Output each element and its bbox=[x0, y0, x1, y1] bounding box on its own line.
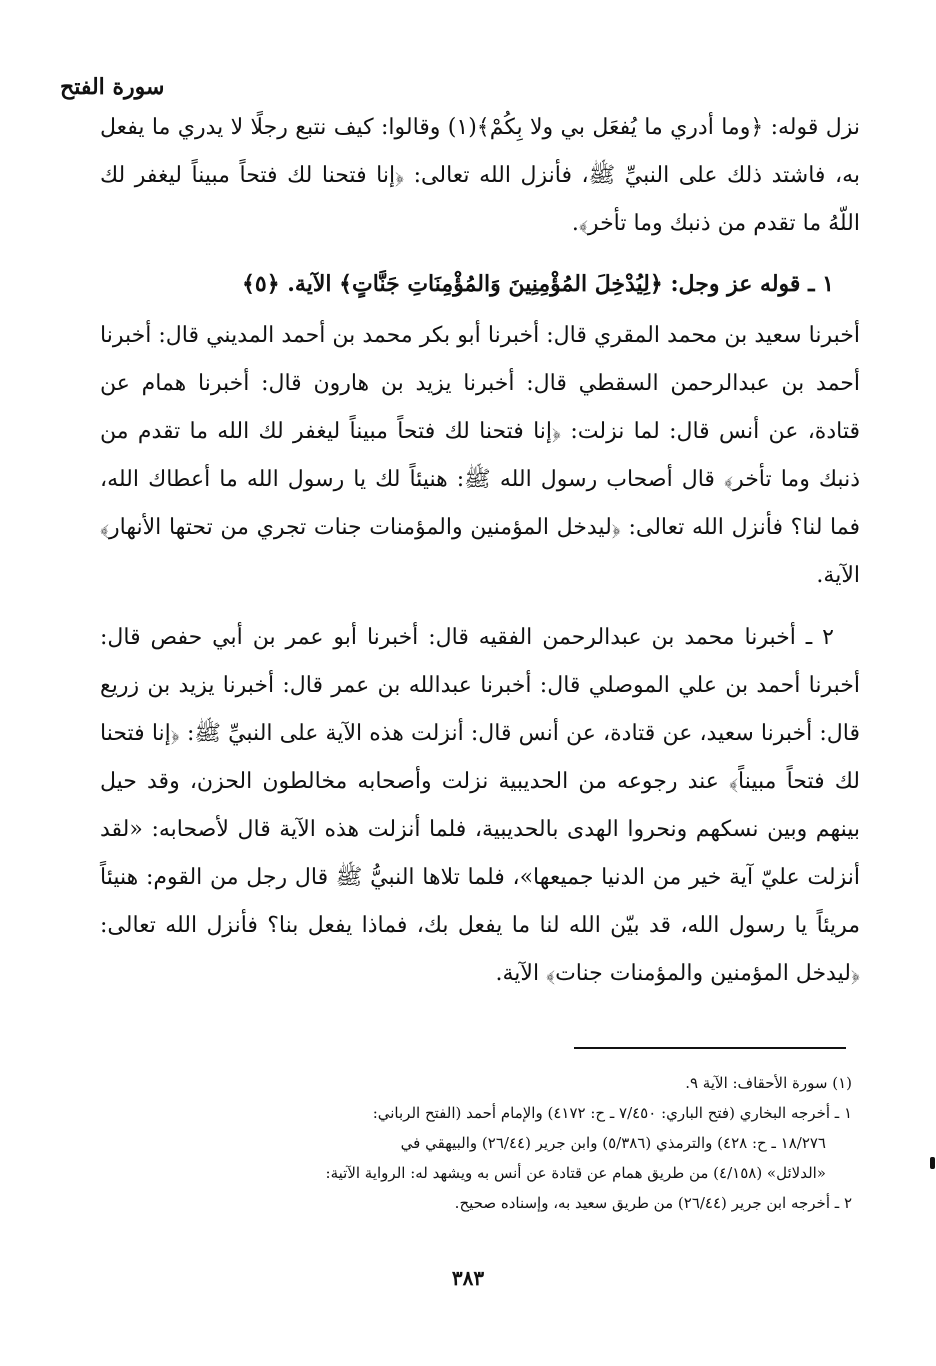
footnote-2-line-3: «الدلائل» (٤/١٥٨) من طريق همام عن قتادة عن أنس به ويشهد له: الرواية الآتية: bbox=[325, 1164, 826, 1182]
scan-edge-mark bbox=[930, 1157, 935, 1169]
footnote-1: (١) سورة الأحقاف: الآية ٩. bbox=[685, 1074, 852, 1092]
footnote-3: ٢ ـ أخرجه ابن جرير (٢٦/٤٤) من طريق سعيد به، وإسناده صحيح. bbox=[454, 1194, 852, 1212]
running-head: سورة الفتح bbox=[60, 74, 165, 100]
footnote-2-line-2: ١٨/٢٧٦ ـ ح: ٤٢٨) والترمذي (٥/٣٨٦) وابن جرير (٢٦/٤٤) والبيهقي في bbox=[400, 1134, 826, 1152]
page-number: ٣٨٣ bbox=[451, 1266, 485, 1290]
intro-paragraph: نزل قوله: ﴿وما أدري ما يُفعَل بي ولا بِكُمْ﴾(١) وقالوا: كيف نتبع رجلًا لا يدري ما يفعل به، فاشتد ذلك على النبيِّ ﷺ، فأنزل الله تعالى: ﴿إنا فتحنا لك فتحاً مبيناً ليغفر لك اللّهُ ما تقدم من ذنبك وما تأخر﴾. bbox=[100, 115, 860, 236]
footnote-2-line-1: ١ ـ أخرجه البخاري (فتح الباري: ٧/٤٥٠ ـ ح: ٤١٧٢) والإمام أحمد (الفتح الرباني: bbox=[372, 1104, 852, 1122]
hadith-paragraph-2: ٢ ـ أخبرنا محمد بن عبدالرحمن الفقيه قال: أخبرنا أبو عمر بن أبي حفص قال: أخبرنا أحمد بن علي الموصلي قال: أخبرنا عبدالله بن عمر قال: أخبرنا يزيد بن زريع قال: أخبرنا سعيد، عن قتادة، عن أنس قال: أنزلت هذه الآية على النبيِّ ﷺ: ﴿إنا فتحنا لك فتحاً مبيناً﴾ عند رجوعه من الحديبية نزلت وأصحابه مخالطون الحزن، وقد حيل بينهم وبين نسكهم ونحروا الهدى بالحديبية، فلما أنزلت هذه الآية قال لأصحابه: «لقد أنزلت عليّ آية خير من الدنيا جميعها»، فلما تلاها النبيُّ ﷺ قال رجل من القوم: هنيئاً مريئاً يا رسول الله، قد بيّن الله لنا ما يفعل بك، فماذا يفعل بنا؟ فأنزل الله تعالى: ﴿ليدخل المؤمنين والمؤمنات جنات﴾ الآية. bbox=[100, 625, 861, 986]
footnotes bbox=[160, 1068, 852, 1218]
hadith-paragraph-1: أخبرنا سعيد بن محمد المقري قال: أخبرنا أبو بكر محمد بن أحمد المديني قال: أخبرنا أحمد بن عبدالرحمن السقطي قال: أخبرنا يزيد بن هارون قال: أخبرنا همام عن قتادة، عن أنس قال: لما نزلت: ﴿إنا فتحنا لك فتحاً مبيناً ليغفر لك الله ما تقدم من ذنبك وما تأخر﴾ قال أصحاب رسول الله ﷺ: هنيئاً لك يا رسول الله ما أعطاك الله، فما لنا؟ فأنزل الله تعالى: ﴿ليدخل المؤمنين والمؤمنات جنات تجري من تحتها الأنهار﴾ الآية. bbox=[100, 323, 860, 588]
section-heading: ١ ـ قوله عز وجل: ﴿لِيُدْخِلَ المُؤْمِنِينَ وَالمُؤْمِنَاتِ جَنَّاتٍ﴾ الآية. ﴿٥﴾ bbox=[241, 271, 834, 297]
main-text bbox=[100, 104, 860, 998]
footnote-divider bbox=[574, 1047, 846, 1049]
